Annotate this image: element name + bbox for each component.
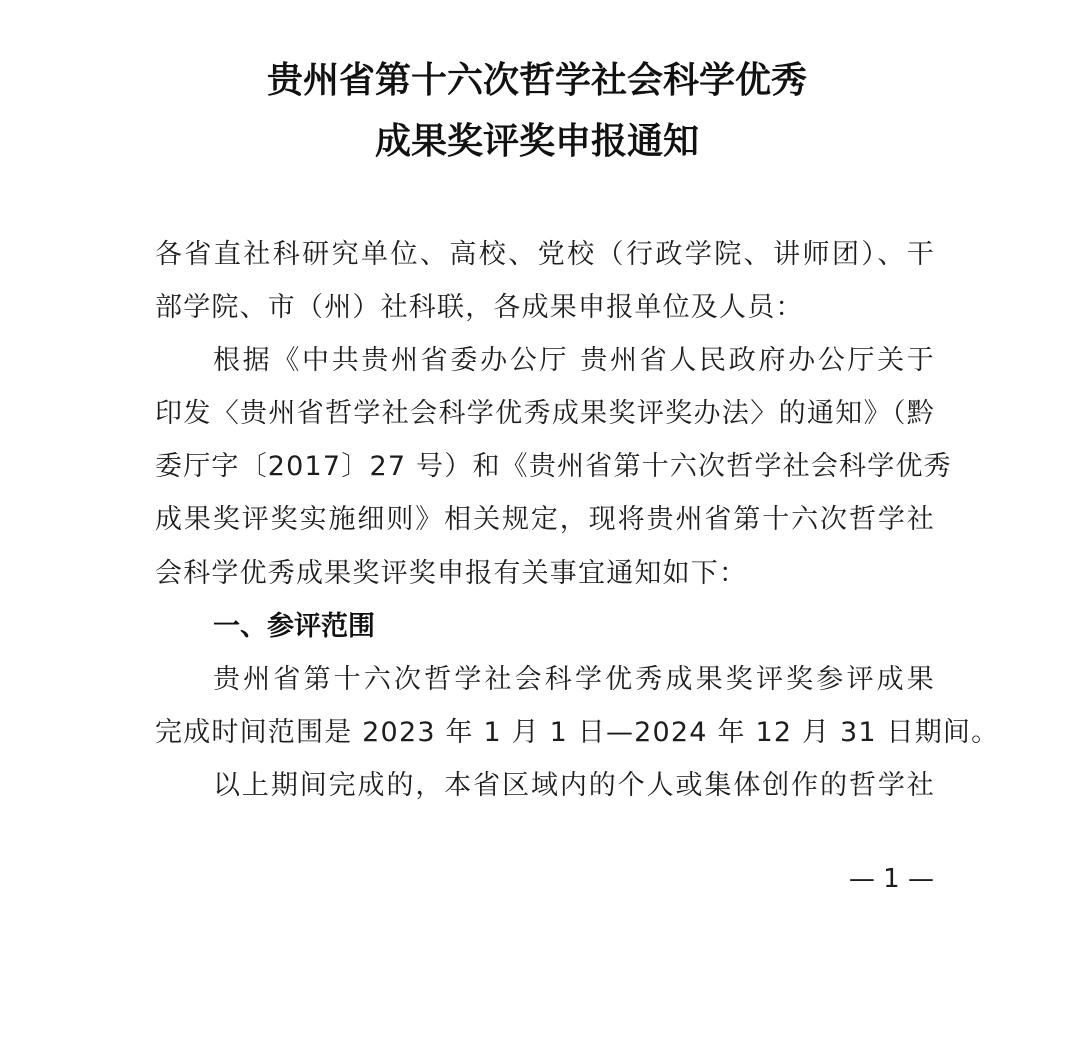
- body-paragraph-line: 完成时间范围是 2023 年 1 月 1 日—2024 年 12 月 31 日期间。: [155, 717, 1000, 748]
- salutation-line-2: 部学院、市（州）社科联，各成果申报单位及人员：: [155, 292, 804, 323]
- body-paragraph-line: 会科学优秀成果奖评奖申报有关事宜通知如下：: [155, 558, 748, 589]
- document-title-line-2: 成果奖评奖申报通知: [374, 120, 699, 162]
- body-paragraph-line: 贵州省第十六次哲学社会科学优秀成果奖评奖参评成果: [213, 664, 935, 695]
- body-paragraph-line: 根据《中共贵州省委办公厅 贵州省人民政府办公厅关于: [213, 345, 935, 376]
- body-paragraph-line: 印发〈贵州省哲学社会科学优秀成果奖评奖办法〉的通知》（黔: [155, 398, 935, 429]
- salutation-line-1: 各省直社科研究单位、高校、党校（行政学院、讲师团）、干: [155, 239, 935, 270]
- body-paragraph-line: 以上期间完成的，本省区域内的个人或集体创作的哲学社: [213, 770, 935, 801]
- document-title-line-1: 贵州省第十六次哲学社会科学优秀: [266, 59, 807, 101]
- page-number: — 1 —: [848, 864, 934, 894]
- body-paragraph-line: 委厅字〔2017〕27 号）和《贵州省第十六次哲学社会科学优秀: [155, 451, 952, 482]
- section-heading: 一、参评范围: [213, 611, 375, 642]
- body-paragraph-line: 成果奖评奖实施细则》相关规定，现将贵州省第十六次哲学社: [155, 504, 935, 535]
